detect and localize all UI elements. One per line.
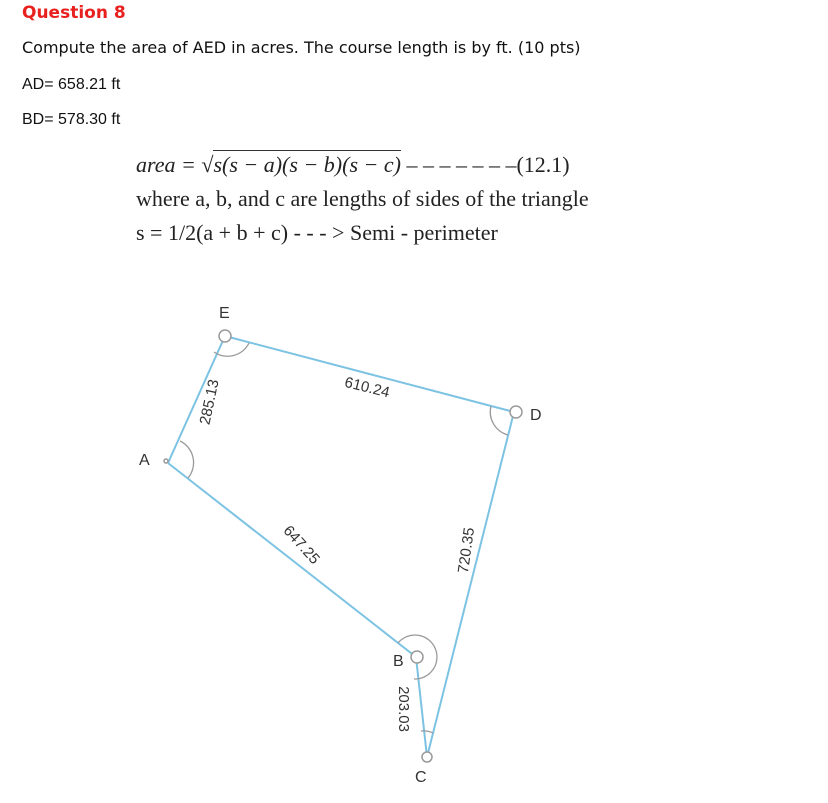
formula-semi-perimeter-line: s = 1/2(a + b + c) - - - > Semi - perimeter: [136, 220, 498, 245]
edge-label-ae: 285.13: [196, 377, 223, 427]
edge-label-dc: 720.35: [454, 526, 479, 575]
area-formula: [136, 148, 696, 250]
node-a: [164, 459, 168, 463]
formula-dashes: – – – – – – –: [406, 152, 517, 177]
given-ad: AD= 658.21 ft: [22, 76, 121, 93]
given-bd: BD= 578.30 ft: [22, 111, 121, 128]
equation-number: (12.1): [516, 152, 570, 177]
node-d: [510, 406, 522, 418]
edge-label-cb: 203.03: [395, 686, 412, 732]
node-c: [422, 752, 432, 762]
question-prompt: Compute the area of AED in acres. The course length is by ft. (10 pts): [22, 38, 581, 57]
edge-ae: [168, 336, 225, 463]
formula-radicand: s(s − a)(s − b)(s − c): [213, 152, 401, 177]
edge-dc: [427, 412, 514, 757]
vertex-label-c: C: [415, 769, 427, 786]
angle-arc-d: [490, 406, 508, 435]
formula-line-area: [136, 148, 696, 182]
node-b: [411, 651, 423, 663]
vertex-label-e: E: [219, 305, 230, 322]
angle-arc-b: [398, 635, 437, 679]
angle-arc-c: [421, 731, 433, 733]
formula-area-label: area =: [136, 152, 196, 177]
angle-arc-a: [180, 441, 194, 478]
question-title: Question 8: [22, 3, 126, 23]
vertex-label-a: A: [139, 452, 150, 469]
formula-where-line: where a, b, and c are lengths of sides of the triangle: [136, 186, 589, 211]
node-e: [219, 330, 231, 342]
edge-label-ba: 647.25: [279, 522, 324, 568]
edge-cb: [416, 657, 427, 757]
vertex-label-d: D: [530, 407, 542, 424]
vertex-label-b: B: [393, 653, 404, 670]
edge-ed: [225, 336, 514, 412]
edge-label-ed: 610.24: [342, 373, 392, 402]
sqrt-symbol: √: [201, 152, 214, 177]
angle-arc-e: [214, 343, 249, 356]
edge-ba: [168, 463, 416, 657]
